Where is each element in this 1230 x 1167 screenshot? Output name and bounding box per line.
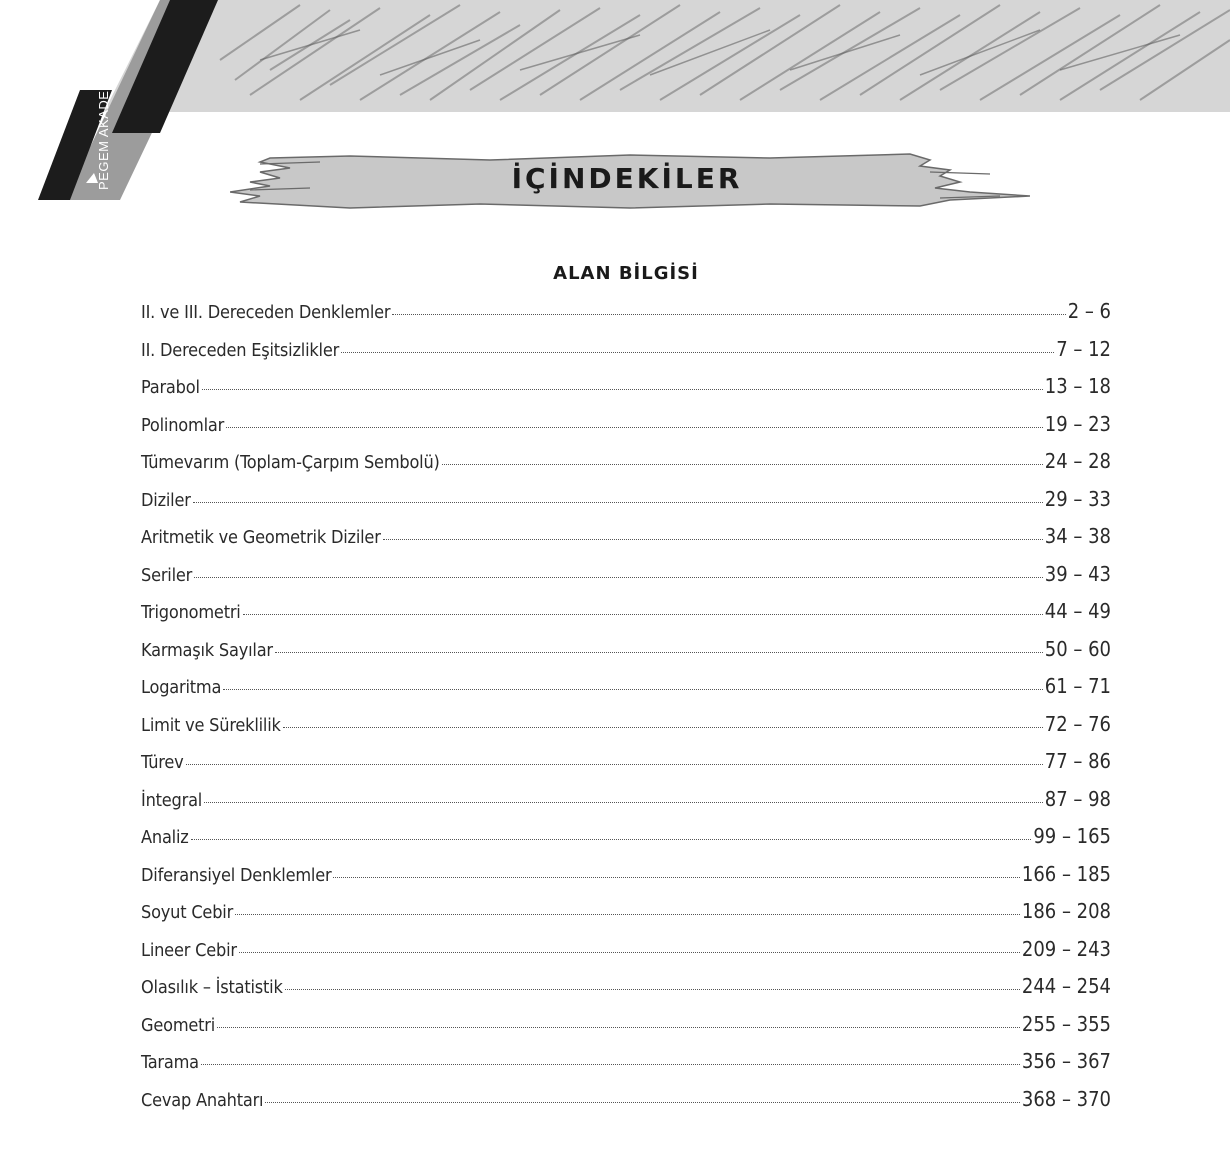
table-of-contents xyxy=(141,299,1111,1124)
toc-entry xyxy=(141,787,1111,825)
dot-leader xyxy=(392,314,1065,315)
toc-entry xyxy=(141,749,1111,787)
toc-entry xyxy=(141,712,1111,750)
toc-entry-pages: 61 – 71 xyxy=(1044,674,1111,698)
toc-entry xyxy=(141,974,1111,1012)
toc-entry-title: II. Dereceden Eşitsizlikler xyxy=(141,339,340,361)
dot-leader xyxy=(191,839,1032,840)
toc-entry-pages: 186 – 208 xyxy=(1021,899,1111,923)
toc-entry xyxy=(141,487,1111,525)
toc-entry xyxy=(141,412,1111,450)
toc-entry-pages: 72 – 76 xyxy=(1044,711,1111,736)
toc-entry xyxy=(141,374,1111,412)
dot-leader xyxy=(226,427,1043,428)
toc-entry xyxy=(141,899,1111,937)
toc-entry-title: Diziler xyxy=(141,489,191,511)
toc-entry-title: Lineer Cebir xyxy=(141,939,237,961)
toc-entry-title: Geometri xyxy=(141,1014,216,1036)
toc-entry-title: Analiz xyxy=(141,827,189,848)
toc-entry-title: Olasılık – İstatistik xyxy=(141,977,283,998)
toc-entry-title: Limit ve Süreklilik xyxy=(141,714,281,736)
toc-entry xyxy=(141,337,1111,375)
dot-leader xyxy=(442,464,1043,465)
toc-entry-title: İntegral xyxy=(141,789,203,811)
toc-entry-title: Karmaşık Sayılar xyxy=(141,639,273,661)
toc-entry xyxy=(141,824,1111,862)
toc-entry-title: Logaritma xyxy=(141,677,222,698)
toc-entry xyxy=(141,299,1111,337)
toc-entry-title: II. ve III. Dereceden Denklemler xyxy=(141,302,391,323)
toc-entry-title: Cevap Anahtarı xyxy=(141,1089,264,1111)
dot-leader xyxy=(204,802,1043,803)
dot-leader xyxy=(202,389,1043,390)
dot-leader xyxy=(201,1064,1020,1065)
toc-entry-pages: 166 – 185 xyxy=(1021,861,1111,886)
toc-entry-pages: 24 – 28 xyxy=(1044,449,1111,473)
dot-leader xyxy=(186,764,1043,765)
dot-leader xyxy=(265,1102,1020,1103)
toc-entry-title: Parabol xyxy=(141,377,200,398)
toc-entry xyxy=(141,1087,1111,1125)
toc-entry-pages: 13 – 18 xyxy=(1044,374,1111,398)
toc-entry-pages: 34 – 38 xyxy=(1044,524,1111,548)
dot-leader xyxy=(194,577,1043,578)
dot-leader xyxy=(275,652,1043,653)
brand-name: PEGEM AKADEMİ xyxy=(96,75,111,190)
page-title: İÇİNDEKİLER xyxy=(511,162,743,195)
toc-entry-title: Tümevarım (Toplam-Çarpım Sembolü) xyxy=(141,452,440,473)
toc-entry xyxy=(141,562,1111,600)
dot-leader xyxy=(383,539,1043,540)
toc-entry-title: Tarama xyxy=(141,1052,199,1073)
toc-entry-pages: 19 – 23 xyxy=(1044,411,1111,436)
toc-entry xyxy=(141,449,1111,487)
toc-entry-title: Türev xyxy=(141,752,184,773)
toc-entry-title: Diferansiyel Denklemler xyxy=(141,864,332,886)
toc-entry-pages: 209 – 243 xyxy=(1021,936,1111,961)
toc-entry-title: Polinomlar xyxy=(141,414,225,436)
toc-entry-title: Soyut Cebir xyxy=(141,902,234,923)
toc-entry-pages: 2 – 6 xyxy=(1067,299,1111,323)
toc-entry xyxy=(141,862,1111,900)
toc-entry xyxy=(141,637,1111,675)
toc-entry-pages: 39 – 43 xyxy=(1044,561,1111,586)
toc-entry-title: Aritmetik ve Geometrik Diziler xyxy=(141,527,381,548)
toc-entry-pages: 99 – 165 xyxy=(1033,824,1111,848)
toc-entry-title: Seriler xyxy=(141,564,193,586)
dot-leader xyxy=(243,614,1043,615)
toc-entry-title: Trigonometri xyxy=(141,602,241,623)
toc-entry-pages: 255 – 355 xyxy=(1021,1011,1111,1036)
toc-entry xyxy=(141,1049,1111,1087)
dot-leader xyxy=(223,689,1043,690)
toc-entry-pages: 368 – 370 xyxy=(1021,1086,1111,1111)
toc-entry-pages: 87 – 98 xyxy=(1044,786,1111,811)
toc-entry-pages: 244 – 254 xyxy=(1021,974,1111,998)
toc-entry xyxy=(141,599,1111,637)
dot-leader xyxy=(193,502,1043,503)
toc-entry xyxy=(141,674,1111,712)
dot-leader xyxy=(239,952,1020,953)
toc-entry-pages: 356 – 367 xyxy=(1021,1049,1111,1073)
dot-leader xyxy=(333,877,1019,878)
dot-leader xyxy=(341,352,1054,353)
toc-entry-pages: 50 – 60 xyxy=(1044,636,1111,661)
toc-entry xyxy=(141,524,1111,562)
dot-leader xyxy=(283,727,1043,728)
toc-entry xyxy=(141,1012,1111,1050)
dot-leader xyxy=(285,989,1020,990)
toc-entry-pages: 77 – 86 xyxy=(1044,749,1111,773)
dot-leader xyxy=(235,914,1020,915)
section-heading: ALAN BİLGİSİ xyxy=(553,263,699,284)
toc-entry-pages: 44 – 49 xyxy=(1044,599,1111,623)
dot-leader xyxy=(217,1027,1020,1028)
toc-entry-pages: 29 – 33 xyxy=(1044,486,1111,511)
toc-entry-pages: 7 – 12 xyxy=(1056,336,1111,361)
toc-entry xyxy=(141,937,1111,975)
